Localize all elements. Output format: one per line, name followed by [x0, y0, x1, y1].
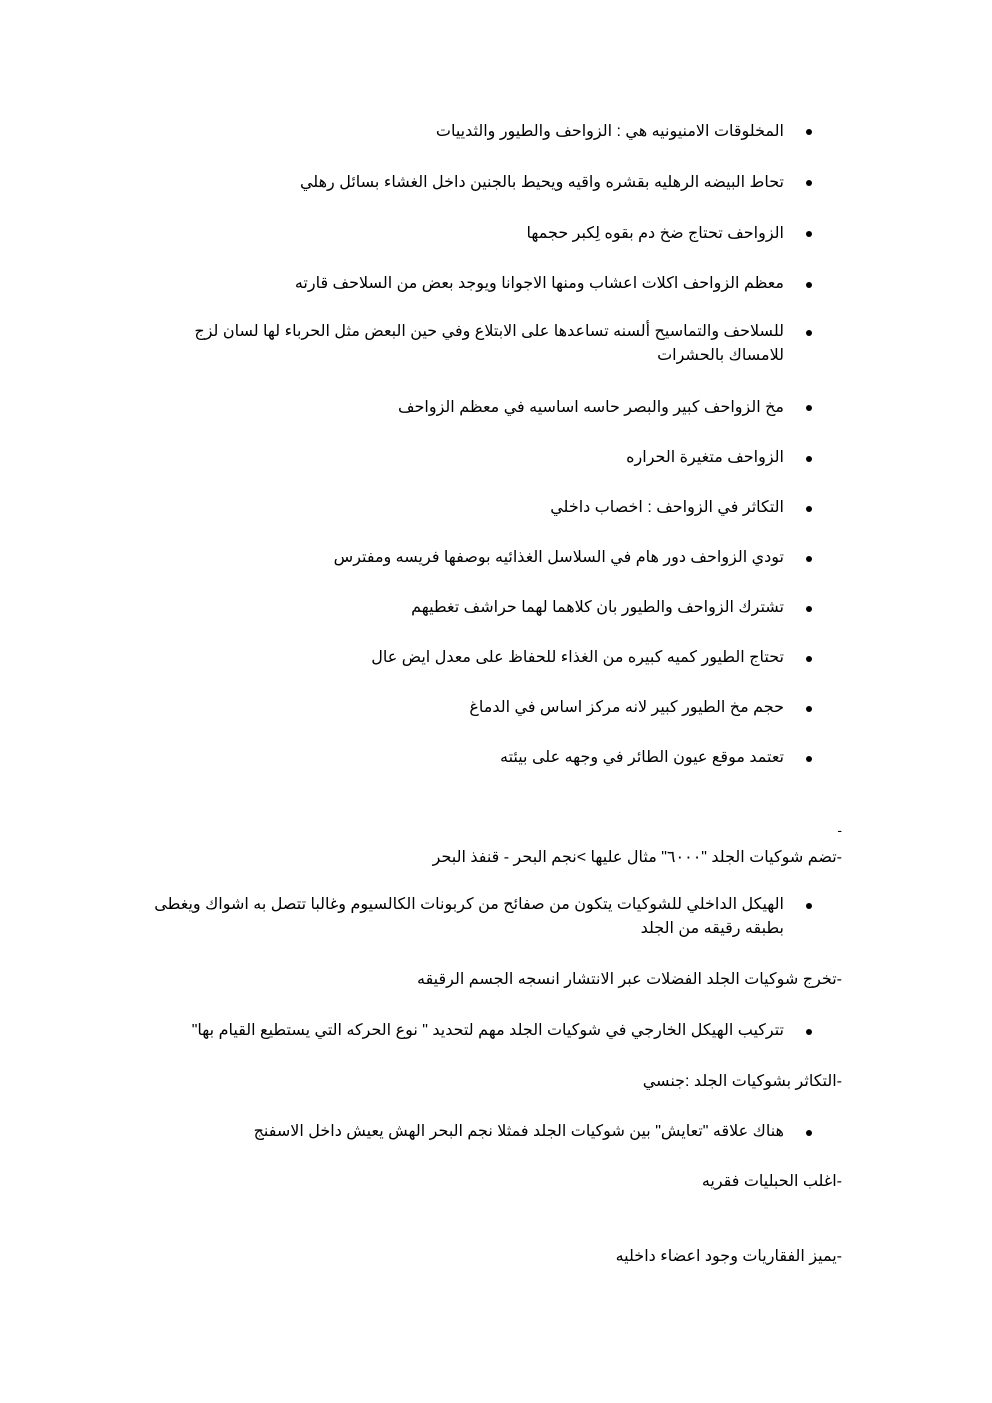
bullet-icon	[806, 1029, 812, 1035]
bullet-icon	[806, 903, 812, 909]
paragraph-excretion: -تخرج شوكيات الجلد الفضلات عبر الانتشار انسجه الجسم الرقيقه	[417, 971, 842, 988]
paragraph-chordates: -اغلب الحبليات فقريه	[701, 1173, 842, 1190]
list-item: هناك علاقه "تعايش" بين شوكيات الجلد فمثلا نجم البحر الهش يعيش داخل الاسفنج	[253, 1123, 784, 1140]
list-item: المخلوقات الامنيونيه هي : الزواحف والطيور والثدييات	[435, 123, 784, 140]
list-item: الزواحف تحتاج ضخ دم بقوه لِكبر حجمها	[526, 225, 784, 242]
list-item: الهيكل الداخلي للشوكيات يتكون من صفائح من كربونات الكالسيوم وغالبا تتصل به اشواك ويغطى بطبقه رقيقه من الجلد	[154, 896, 784, 937]
list-item: للسلاحف والتماسيح ألسنه تساعدها على الابتلاع وفي حين البعض مثل الحرباء لها لسان لزج للامساك بالحشرات	[194, 323, 784, 364]
bullet-icon	[806, 556, 812, 562]
list-item: الزواحف متغيرة الحراره	[626, 449, 784, 466]
bullet-icon	[806, 656, 812, 662]
bullet-icon	[806, 456, 812, 462]
list-item: تعتمد موقع عيون الطائر في وجهه على بيئته	[499, 749, 784, 766]
bullet-icon	[806, 129, 812, 135]
bullet-icon	[806, 1130, 812, 1136]
bullet-icon	[806, 606, 812, 612]
paragraph-vertebrates: -يميز الفقاريات وجود اعضاء داخليه	[615, 1248, 842, 1265]
bullet-icon	[806, 506, 812, 512]
list-item: تحاط البيضه الرهليه بقشره واقيه ويحيط بالجنين داخل الغشاء بسائل رهلي	[299, 174, 784, 191]
list-item: تتركيب الهيكل الخارجي في شوكيات الجلد مهم لتحديد " نوع الحركه التي يستطيع القيام بها"	[191, 1022, 784, 1039]
paragraph-reproduction: -التكاثر بشوكيات الجلد :جنسي	[642, 1073, 842, 1090]
list-item: التكاثر في الزواحف : اخصاب داخلي	[550, 499, 784, 516]
bullet-icon	[806, 282, 812, 288]
list-item: مخ الزواحف كبير والبصر حاسه اساسيه في معظم الزواحف	[397, 399, 784, 416]
bullet-icon	[806, 231, 812, 237]
list-item: تحتاج الطيور كميه كبيره من الغذاء للحفاظ على معدل ايض عال	[371, 649, 784, 666]
bullet-icon	[806, 756, 812, 762]
bullet-icon	[806, 180, 812, 186]
paragraph-echinoderms: -تضم شوكيات الجلد "٦٠٠٠" مثال عليها >نجم البحر - قنفذ البحر	[432, 849, 842, 866]
list-item: معظم الزواحف اكلات اعشاب ومنها الاجوانا ويوجد بعض من السلاحف قارته	[294, 275, 784, 292]
dash-mark: -	[837, 822, 842, 838]
list-item: تشترك الزواحف والطيور بان كلاهما لهما حراشف تغطيهم	[411, 599, 784, 616]
list-item: حجم مخ الطيور كبير لانه مركز اساس في الدماغ	[469, 699, 784, 716]
list-item: تودي الزواحف دور هام في السلاسل الغذائيه بوصفها فريسه ومفترس	[333, 549, 784, 566]
bullet-icon	[806, 405, 812, 411]
bullet-icon	[806, 706, 812, 712]
bullet-icon	[806, 330, 812, 336]
